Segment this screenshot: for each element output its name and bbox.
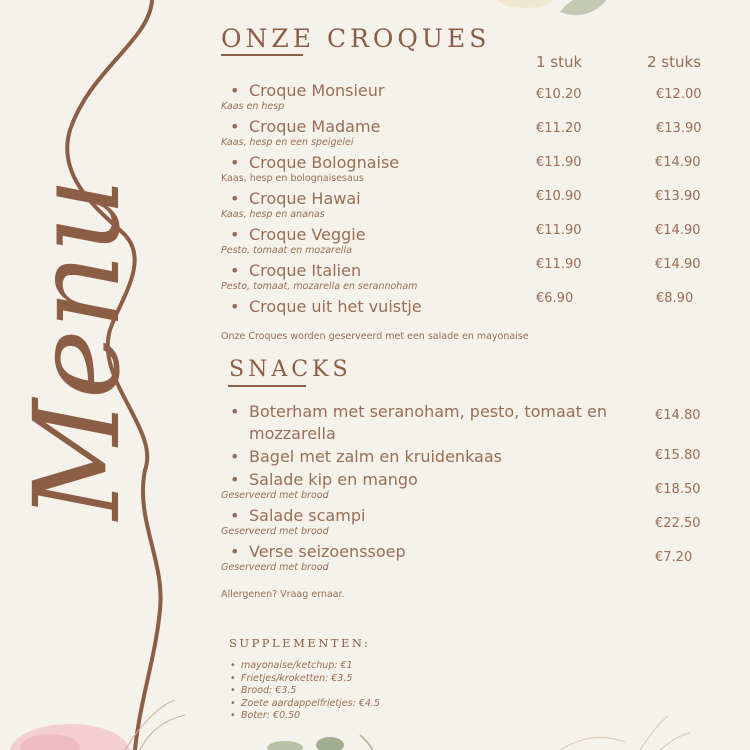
- price-2-stuks: €14.90: [655, 223, 701, 238]
- price-1-stuk: €11.90: [536, 257, 582, 272]
- allergens-note: Allergenen? Vraag ernaar.: [221, 589, 345, 600]
- snack-item-name: • Boterham met seranoham, pesto, tomaat en: [230, 402, 607, 421]
- menu-item-name: • Croque Monsieur: [230, 81, 385, 100]
- supplement-item: • Frietjes/kroketten: €3.5: [230, 673, 380, 686]
- supplement-item: • Brood: €3.5: [230, 685, 380, 698]
- snack-item-description: Geserveerd met brood: [221, 526, 329, 537]
- menu-script-text: Menu: [8, 177, 146, 520]
- price-1-stuk: €10.20: [536, 87, 582, 102]
- supplement-item: • Boter: €0.50: [230, 710, 380, 723]
- column-header-1-stuk: 1 stuk: [536, 53, 583, 71]
- price-2-stuks: €14.90: [655, 155, 701, 170]
- price-1-stuk: €6.90: [536, 291, 574, 306]
- menu-item-description: Pesto, tomaat, mozarella en serannoham: [221, 281, 418, 292]
- croques-note: Onze Croques worden geserveerd met een salade en mayonaise: [221, 331, 529, 342]
- snack-price: €7.20: [655, 550, 693, 565]
- price-2-stuks: €12.00: [656, 87, 702, 102]
- menu-item-name: • Croque Bolognaise: [230, 153, 400, 172]
- menu-item-name: • Croque Madame: [230, 117, 381, 136]
- croques-title-underline: [221, 54, 303, 56]
- supplement-item: • mayonaise/ketchup: €1: [230, 660, 380, 673]
- menu-item-description: Pesto, tomaat en mozarella: [221, 245, 352, 256]
- snack-price: €14.80: [655, 408, 701, 423]
- snack-price: €18.50: [655, 482, 701, 497]
- column-header-2-stuks: 2 stuks: [647, 53, 702, 71]
- snack-item-description: Geserveerd met brood: [221, 562, 329, 573]
- top-leaf-decoration: [497, 0, 608, 15]
- price-1-stuk: €10.90: [536, 189, 582, 204]
- snack-item-name: • Salade scampi: [230, 506, 366, 525]
- price-1-stuk: €11.90: [536, 223, 582, 238]
- price-2-stuks: €14.90: [655, 257, 701, 272]
- snack-item-name: • Salade kip en mango: [230, 470, 418, 489]
- supplements-list: [230, 660, 380, 723]
- menu-item-name: • Croque uit het vuistje: [230, 297, 422, 316]
- supplements-title: SUPPLEMENTEN:: [229, 636, 371, 650]
- price-2-stuks: €13.90: [656, 121, 702, 136]
- snack-price: €22.50: [655, 516, 701, 531]
- menu-item-description: Kaas, hesp en bolognaisesaus: [221, 173, 364, 184]
- snacks-title: SNACKS: [229, 357, 352, 382]
- menu-item-description: Kaas, hesp en ananas: [221, 209, 325, 220]
- price-1-stuk: €11.90: [536, 155, 582, 170]
- menu-item-name: • Croque Hawai: [230, 189, 361, 208]
- price-2-stuks: €8.90: [656, 291, 694, 306]
- snack-item-name-continued: mozzarella: [249, 424, 336, 443]
- snacks-title-underline: [228, 385, 306, 387]
- menu-item-name: • Croque Italien: [230, 261, 362, 280]
- supplement-item: • Zoete aardappelfrietjes: €4.5: [230, 698, 380, 711]
- price-1-stuk: €11.20: [536, 121, 582, 136]
- snack-item-name: • Bagel met zalm en kruidenkaas: [230, 447, 502, 466]
- croques-title: ONZE CROQUES: [221, 24, 491, 53]
- menu-item-name: • Croque Veggie: [230, 225, 366, 244]
- snack-item-description: Geserveerd met brood: [221, 490, 329, 501]
- bottom-flower-decoration: [10, 700, 185, 750]
- menu-script-title: [8, 177, 146, 522]
- price-2-stuks: €13.90: [655, 189, 701, 204]
- menu-item-description: Kaas en hesp: [221, 101, 285, 112]
- menu-item-description: Kaas, hesp en een speigelei: [221, 137, 354, 148]
- snack-item-name: • Verse seizoenssoep: [230, 542, 406, 561]
- snack-price: €15.80: [655, 448, 701, 463]
